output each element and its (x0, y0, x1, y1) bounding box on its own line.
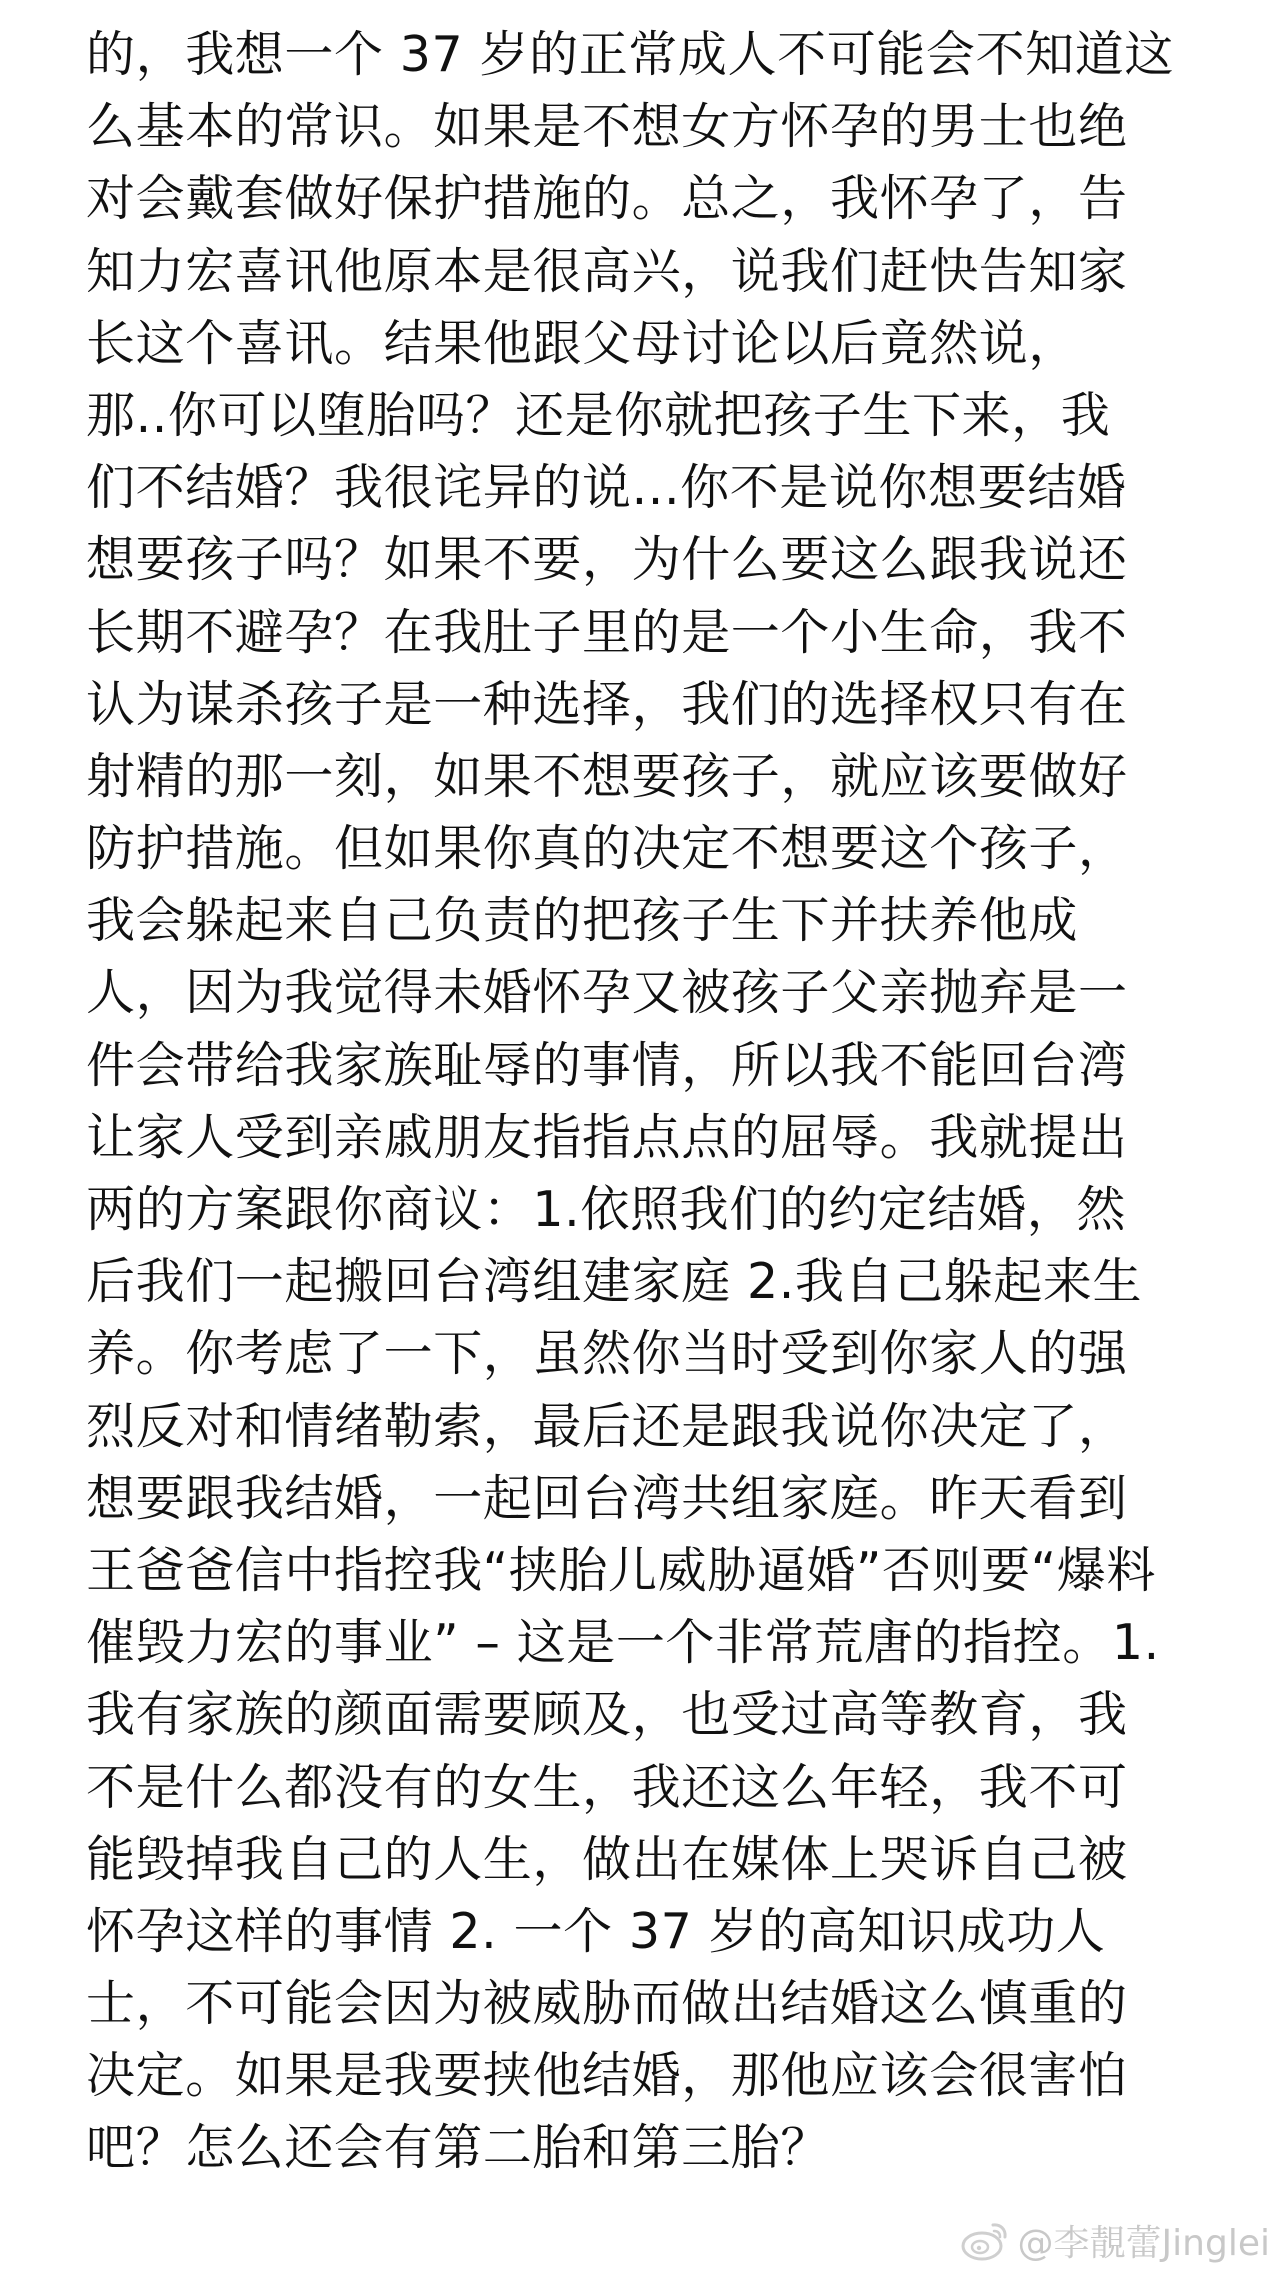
text-line: 对会戴套做好保护措施的。总之，我怀孕了，告 (86, 170, 1128, 228)
text-line: 认为谋杀孩子是一种选择，我们的选择权只有在 (86, 675, 1128, 733)
text-line: 们不结婚？我很诧异的说...你不是说你想要结婚 (86, 459, 1127, 517)
text-line: 的，我想一个 37 岁的正常成人不可能会不知道这 (86, 26, 1174, 83)
text-line: 王爸爸信中指控我“挟胎儿威胁逼婚”否则要“爆料 (86, 1541, 1156, 1599)
text-line: 知力宏喜讯他原本是很高兴，说我们赶快告知家 (86, 242, 1128, 300)
text-line: 养。你考虑了一下，虽然你当时受到你家人的强 (86, 1325, 1128, 1383)
text-line: 我会躲起来自己负责的把孩子生下并扶养他成 (86, 892, 1079, 950)
text-line: 催毁力宏的事业” – 这是一个非常荒唐的指控。1. (86, 1614, 1160, 1672)
text-line: 烈反对和情绪勒索，最后还是跟我说你决定了， (86, 1397, 1128, 1455)
text-line: 件会带给我家族耻辱的事情，所以我不能回台湾 (86, 1036, 1128, 1094)
weibo-logo-icon (960, 2218, 1010, 2262)
text-line: 后我们一起搬回台湾组建家庭 2.我自己躲起来生 (86, 1253, 1143, 1311)
text-line: 人，因为我觉得未婚怀孕又被孩子父亲抛弃是一 (86, 964, 1128, 1022)
text-line: 士，不可能会因为被威胁而做出结婚这么慎重的 (86, 1975, 1128, 2033)
text-line: 那..你可以堕胎吗？还是你就把孩子生下来，我 (86, 386, 1111, 444)
text-line: 长期不避孕？在我肚子里的是一个小生命，我不 (86, 603, 1128, 661)
text-line: 射精的那一刻，如果不想要孩子，就应该要做好 (86, 747, 1128, 805)
text-line: 想要孩子吗？如果不要，为什么要这么跟我说还 (86, 531, 1128, 589)
document-body (86, 19, 1226, 2185)
text-line: 决定。如果是我要挟他结婚，那他应该会很害怕 (86, 2047, 1128, 2105)
text-line: 能毁掉我自己的人生，做出在媒体上哭诉自己被 (86, 1830, 1128, 1888)
text-line: 么基本的常识。如果是不想女方怀孕的男士也绝 (86, 98, 1128, 156)
weibo-watermark (960, 2212, 1270, 2268)
text-line: 防护措施。但如果你真的决定不想要这个孩子， (86, 820, 1128, 878)
text-line: 想要跟我结婚，一起回台湾共组家庭。昨天看到 (86, 1469, 1128, 1527)
text-line: 长这个喜讯。结果他跟父母讨论以后竟然说， (86, 314, 1079, 372)
text-line: 怀孕这样的事情 2. 一个 37 岁的高知识成功人 (86, 1902, 1106, 1960)
text-line: 让家人受到亲戚朋友指指点点的屈辱。我就提出 (86, 1108, 1128, 1166)
text-line: 两的方案跟你商议：1.依照我们的约定结婚，然 (86, 1181, 1126, 1238)
text-line: 不是什么都没有的女生，我还这么年轻，我不可 (86, 1758, 1128, 1816)
text-line: 我有家族的颜面需要顾及，也受过高等教育，我 (86, 1686, 1128, 1744)
text-line: 吧？怎么还会有第二胎和第三胎？ (86, 2119, 831, 2177)
watermark-text: @李靚蕾Jinglei (1017, 2222, 1270, 2264)
